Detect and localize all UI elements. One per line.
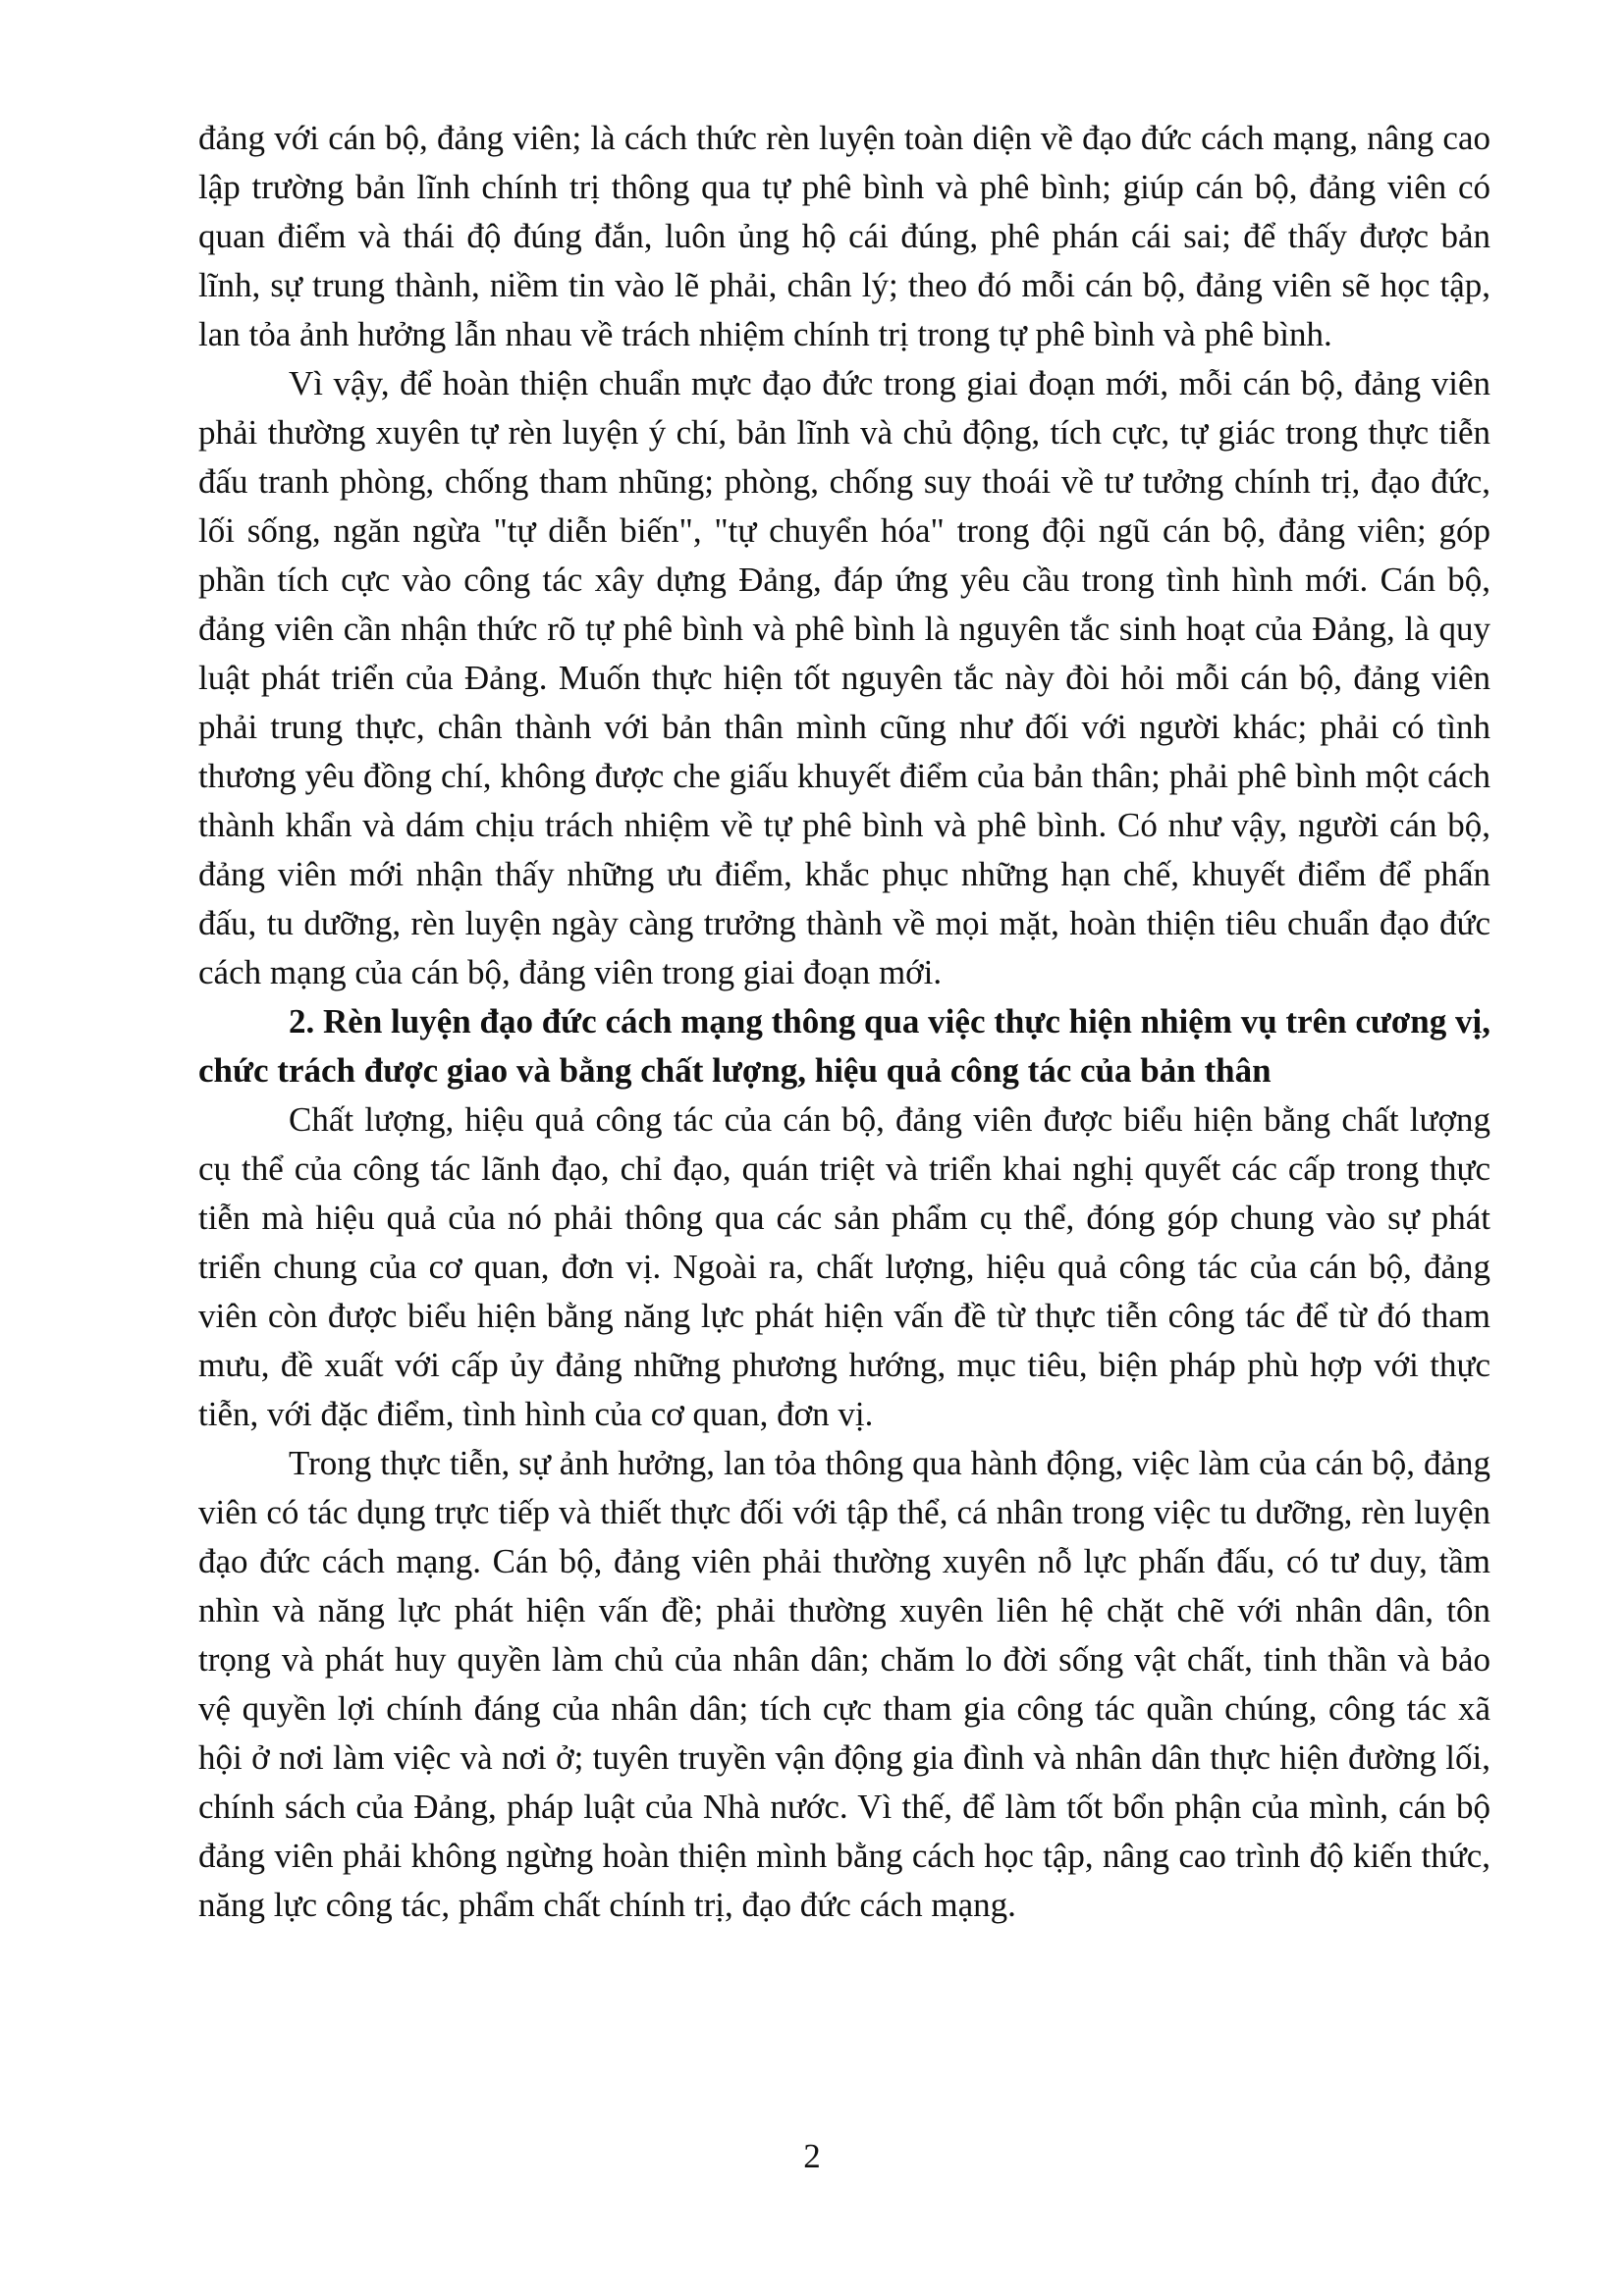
document-page [198, 114, 1490, 1930]
page-number: 2 [803, 2137, 821, 2175]
paragraph-vi-vay: Vì vậy, để hoàn thiện chuẩn mực đạo đức trong giai đoạn mới, mỗi cán bộ, đảng viên phải thường xuyên tự rèn luyện ý chí, bản lĩnh và chủ động, tích cực, tự giác trong thực tiễn đấu tranh phòng, chống tham nhũng; phòng, chống suy thoái về tư tưởng chính trị, đạo đức, lối sống, ngăn ngừa "tự diễn biến", "tự chuyển hóa" trong đội ngũ cán bộ, đảng viên; góp phần tích cực vào công tác xây dựng Đảng, đáp ứng yêu cầu trong tình hình mới. Cán bộ, đảng viên cần nhận thức rõ tự phê bình và phê bình là nguyên tắc sinh hoạt của Đảng, là quy luật phát triển của Đảng. Muốn thực hiện tốt nguyên tắc này đòi hỏi mỗi cán bộ, đảng viên phải trung thực, chân thành với bản thân mình cũng như đối với người khác; phải có tình thương yêu đồng chí, không được che giấu khuyết điểm của bản thân; phải phê bình một cách thành khẩn và dám chịu trách nhiệm về tự phê bình và phê bình. Có như vậy, người cán bộ, đảng viên mới nhận thấy những ưu điểm, khắc phục những hạn chế, khuyết điểm để phấn đấu, tu dưỡng, rèn luyện ngày càng trưởng thành về mọi mặt, hoàn thiện tiêu chuẩn đạo đức cách mạng của cán bộ, đảng viên trong giai đoạn mới. [198, 364, 1490, 991]
section-heading-2: 2. Rèn luyện đạo đức cách mạng thông qua việc thực hiện nhiệm vụ trên cương vị, chức trách được giao và bằng chất lượng, hiệu quả công tác của bản thân [198, 1002, 1490, 1090]
paragraph-trong-thuc-tien: Trong thực tiễn, sự ảnh hưởng, lan tỏa thông qua hành động, việc làm của cán bộ, đảng viên có tác dụng trực tiếp và thiết thực đối với tập thể, cá nhân trong việc tu dưỡng, rèn luyện đạo đức cách mạng. Cán bộ, đảng viên phải thường xuyên nỗ lực phấn đấu, có tư duy, tầm nhìn và năng lực phát hiện vấn đề; phải thường xuyên liên hệ chặt chẽ với nhân dân, tôn trọng và phát huy quyền làm chủ của nhân dân; chăm lo đời sống vật chất, tinh thần và bảo vệ quyền lợi chính đáng của nhân dân; tích cực tham gia công tác quần chúng, công tác xã hội ở nơi làm việc và nơi ở; tuyên truyền vận động gia đình và nhân dân thực hiện đường lối, chính sách của Đảng, pháp luật của Nhà nước. Vì thế, để làm tốt bổn phận của mình, cán bộ đảng viên phải không ngừng hoàn thiện mình bằng cách học tập, nâng cao trình độ kiến thức, năng lực công tác, phẩm chất chính trị, đạo đức cách mạng. [198, 1444, 1490, 1924]
paragraph-continuation: đảng với cán bộ, đảng viên; là cách thức rèn luyện toàn diện về đạo đức cách mạng, nâng cao lập trường bản lĩnh chính trị thông qua tự phê bình và phê bình; giúp cán bộ, đảng viên có quan điểm và thái độ đúng đắn, luôn ủng hộ cái đúng, phê phán cái sai; để thấy được bản lĩnh, sự trung thành, niềm tin vào lẽ phải, chân lý; theo đó mỗi cán bộ, đảng viên sẽ học tập, lan tỏa ảnh hưởng lẫn nhau về trách nhiệm chính trị trong tự phê bình và phê bình. [198, 119, 1490, 353]
paragraph-chat-luong: Chất lượng, hiệu quả công tác của cán bộ, đảng viên được biểu hiện bằng chất lượng cụ thể của công tác lãnh đạo, chỉ đạo, quán triệt và triển khai nghị quyết các cấp trong thực tiễn mà hiệu quả của nó phải thông qua các sản phẩm cụ thể, đóng góp chung vào sự phát triển chung của cơ quan, đơn vị. Ngoài ra, chất lượng, hiệu quả công tác của cán bộ, đảng viên còn được biểu hiện bằng năng lực phát hiện vấn đề từ thực tiễn công tác để từ đó tham mưu, đề xuất với cấp ủy đảng những phương hướng, mục tiêu, biện pháp phù hợp với thực tiễn, với đặc điểm, tình hình của cơ quan, đơn vị. [198, 1100, 1490, 1433]
